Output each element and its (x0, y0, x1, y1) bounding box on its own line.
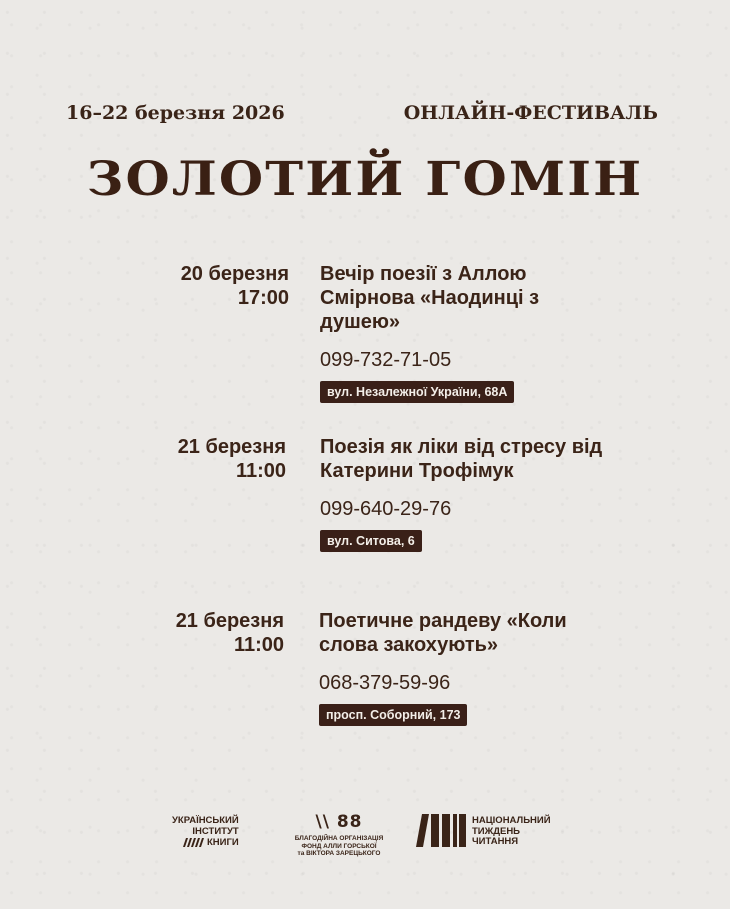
event-phone[interactable]: 099-732-71-05 (320, 349, 452, 371)
logo-text: ФОНД АЛЛИ ГОРСЬКОЇ (301, 842, 377, 850)
event-date: 21 березня (177, 436, 286, 458)
logo-text: УКРАЇНСЬКИЙ (172, 815, 239, 826)
ukrainian-book-institute-logo (172, 815, 239, 848)
festival-label: ОНЛАЙН-ФЕСТИВАЛЬ (403, 102, 658, 124)
event-title: Поетичне рандеву «Коли слова закохують» (319, 610, 567, 656)
logo-text-row (172, 837, 239, 848)
event-title: Поезія як ліки від стресу від Катерини Трофімук (320, 436, 603, 482)
partner-logos (0, 812, 730, 872)
fund-mark: \\ 88 (315, 812, 363, 832)
festival-title: ЗОЛОТИЙ ГОМІН (86, 152, 644, 207)
logo-text: та ВІКТОРА ЗАРЕЦЬКОГО (297, 850, 381, 857)
event-datetime (178, 435, 286, 483)
book-stripes-icon (183, 838, 205, 847)
logo-text: КНИГИ (207, 837, 239, 848)
logo-text: ТИЖДЕНЬ (472, 825, 521, 837)
logo-text: НАЦІОНАЛЬНИЙ (472, 815, 551, 826)
gorska-zaretsky-fund-logo (283, 812, 395, 858)
event-address-badge: вул. Незалежної України, 68А (320, 381, 514, 403)
event-time: 17:00 (237, 287, 289, 309)
event-datetime (181, 262, 289, 310)
event-phone[interactable]: 068-379-59-96 (319, 672, 451, 694)
event-time: 11:00 (235, 460, 286, 482)
event-title: Вечір поезії з Аллою Смірнова «Наодинці з душею» (320, 263, 540, 333)
event-info (319, 609, 609, 726)
event-address-badge: вул. Ситова, 6 (320, 530, 422, 552)
logo-text: ІНСТИТУТ (192, 826, 239, 837)
fund-text (283, 835, 395, 858)
ntch-text (472, 816, 582, 848)
event-date: 21 березня (175, 610, 284, 632)
event-info (320, 435, 610, 552)
event-info (320, 262, 610, 403)
event-time: 11:00 (233, 634, 284, 656)
festival-dates: 16–22 березня 2026 (66, 102, 285, 124)
event-phone[interactable]: 099-640-29-76 (320, 498, 452, 520)
header-row (66, 102, 658, 130)
event-date: 20 березня (180, 263, 289, 285)
book-stack-icon (416, 814, 468, 847)
logo-text: ЧИТАННЯ (472, 836, 519, 847)
event-address-badge: просп. Соборний, 173 (319, 704, 467, 726)
event-datetime (176, 609, 284, 657)
logo-text: БЛАГОДІЙНА ОРГАНІЗАЦІЯ (294, 835, 384, 842)
